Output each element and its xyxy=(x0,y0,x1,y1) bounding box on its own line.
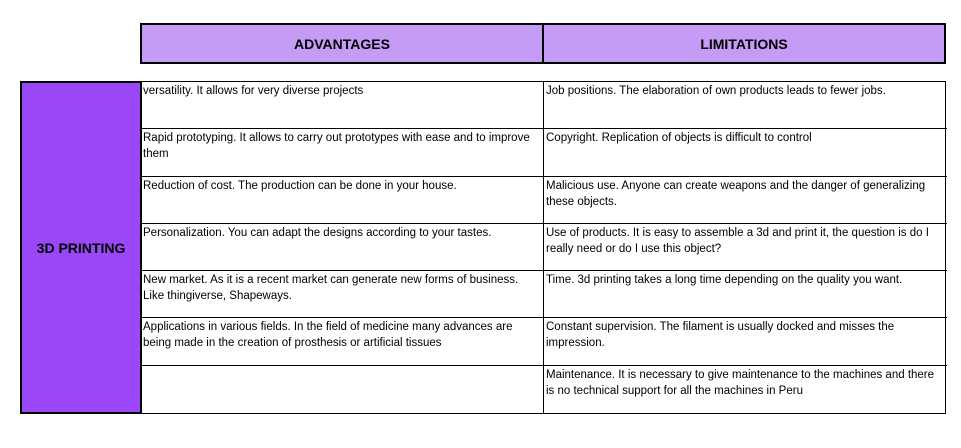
limitation-cell: Copyright. Replication of objects is difficult to control xyxy=(544,129,947,176)
advantage-cell: Applications in various fields. In the field of medicine many advances are being made in the creation of prosthesis or artificial tissues xyxy=(141,318,544,365)
limitation-cell: Constant supervision. The filament is usually docked and misses the impression. xyxy=(544,318,947,365)
advantage-cell: versatility. It allows for very diverse projects xyxy=(141,82,544,129)
header-limitations: LIMITATIONS xyxy=(542,25,944,62)
comparison-table xyxy=(140,81,946,414)
table-header xyxy=(140,23,946,64)
advantage-cell: Personalization. You can adapt the designs according to your tastes. xyxy=(141,224,544,271)
limitation-cell: Time. 3d printing takes a long time depending on the quality you want. xyxy=(544,271,947,318)
limitation-cell: Malicious use. Anyone can create weapons and the danger of generalizing these objects. xyxy=(544,177,947,224)
advantage-cell: Rapid prototyping. It allows to carry out prototypes with ease and to improve them xyxy=(141,129,544,176)
limitation-cell: Job positions. The elaboration of own products leads to fewer jobs. xyxy=(544,82,947,129)
row-label-3d-printing: 3D PRINTING xyxy=(20,81,142,414)
limitation-cell: Use of products. It is easy to assemble a 3d and print it, the question is do I really need or do I use this object? xyxy=(544,224,947,271)
header-advantages: ADVANTAGES xyxy=(294,35,390,52)
advantage-cell: Reduction of cost. The production can be done in your house. xyxy=(141,177,544,224)
advantage-cell xyxy=(141,366,544,413)
advantage-cell: New market. As it is a recent market can generate new forms of business. Like thingiverse, Shapeways. xyxy=(141,271,544,318)
limitation-cell: Maintenance. It is necessary to give maintenance to the machines and there is no technical support for all the machines in Peru xyxy=(546,368,935,397)
